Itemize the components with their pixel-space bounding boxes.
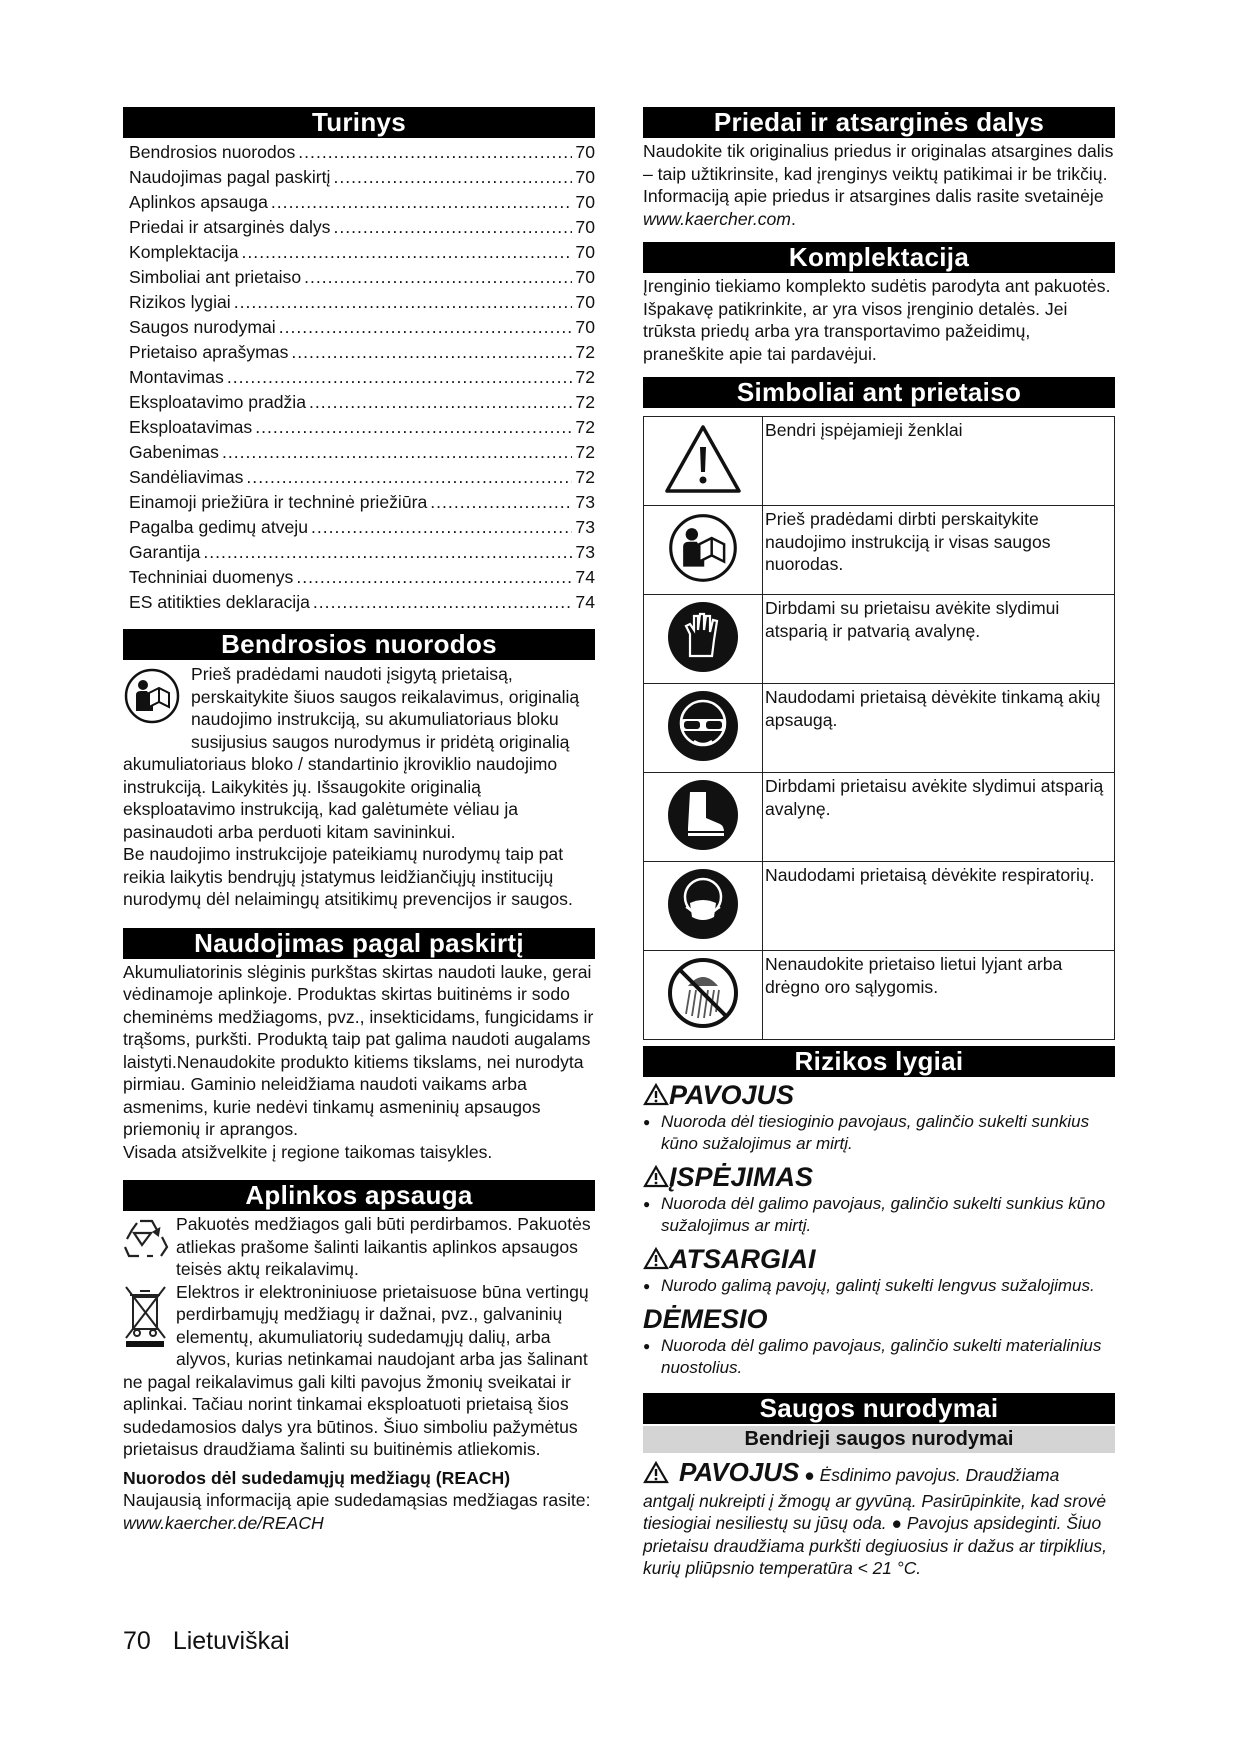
toc-entry[interactable] xyxy=(123,440,595,465)
reach-link[interactable]: www.kaercher.de/REACH xyxy=(123,1512,324,1533)
risk-level xyxy=(643,1079,1115,1155)
boots-icon xyxy=(666,839,740,856)
risk-level-label: ĮSPĖJIMAS xyxy=(669,1162,814,1192)
toc-entry-page: 72 xyxy=(575,342,595,362)
toc-leader xyxy=(222,440,572,465)
symbol-icon-cell xyxy=(644,684,763,773)
reach-text: Naujausią informaciją apie sudedamąsias medžiagas rasite: xyxy=(123,1490,591,1510)
toc-entry-page: 70 xyxy=(575,242,595,262)
toc-leader xyxy=(304,265,572,290)
symbol-row xyxy=(644,595,1115,684)
toc-entry-page: 70 xyxy=(575,317,595,337)
toc-entry-page: 73 xyxy=(575,517,595,537)
symbol-description: Prieš pradėdami dirbti perskaitykite naudojimo instrukciją ir visas saugos nuorodas. xyxy=(763,506,1115,595)
toc-entry-title: Saugos nurodymai xyxy=(129,317,276,337)
risk-level-heading xyxy=(643,1303,1115,1335)
toc-leader xyxy=(255,415,572,440)
gloves-icon xyxy=(666,661,740,678)
environment-paragraph-2-text: Elektros ir elektroniniuose prietaisuose būna vertingų perdirbamųjų medžiagų ir dažnai, pvz., galvaninių elementų, akumuliatorių sudedamųjų dalių, arba alyvos, kurias netinkamai naudojant arba jas šalinant ne pagal reikalavimus gali kilti pavojus žmonių sveikatai ir aplinkai. Tačiau norint tinkamai eksploatuoti prietaisą šios sudedamosios dalys yra būtinos. Šiuo simboliu pažymėtus prietaisus draudžiama šalinti su buitinėmis atliekomis. xyxy=(123,1281,589,1459)
toc-entry-page: 73 xyxy=(575,492,595,512)
risk-level-heading xyxy=(643,1161,1115,1193)
symbol-icon-cell xyxy=(644,951,763,1040)
toc-entry-page: 74 xyxy=(575,567,595,587)
toc-entry[interactable] xyxy=(123,515,595,540)
warning-triangle-icon xyxy=(643,1244,669,1274)
scope-title: Komplektacija xyxy=(643,242,1115,273)
toc-leader xyxy=(311,515,572,540)
toc-entry[interactable] xyxy=(123,165,595,190)
symbol-description: Naudodami prietaisą dėvėkite respiratorių. xyxy=(763,862,1115,951)
risk-level-label: DĖMESIO xyxy=(643,1304,768,1334)
toc-entry[interactable] xyxy=(123,565,595,590)
toc-entry-page: 70 xyxy=(575,192,595,212)
risk-level-text: ● Nuoroda dėl galimo pavojaus, galinčio sukelti sunkius kūno sužalojimus ar mirtį. xyxy=(643,1193,1115,1237)
scope-paragraph: Įrenginio tiekiamo komplekto sudėtis parodyta ant pakuotės. Išpakavę patikrinkite, ar yra visos įrenginio detalės. Jei trūksta priedų arba yra transportavimo pažeidimų, praneškite apie tai pardavėjui. xyxy=(643,276,1111,364)
symbol-row xyxy=(644,684,1115,773)
toc-entry-title: Einamoji priežiūra ir techninė priežiūra xyxy=(129,492,428,512)
accessories-text-end: . xyxy=(790,208,796,229)
right-column xyxy=(643,107,1115,1580)
risk-level-text: ● Nuoroda dėl tiesioginio pavojaus, galinčio sukelti sunkius kūno sužalojimus ar mirtį. xyxy=(643,1111,1115,1155)
recycle-icon xyxy=(123,1215,169,1268)
toc-entry[interactable] xyxy=(123,465,595,490)
symbol-row xyxy=(644,506,1115,595)
safety-title: Saugos nurodymai xyxy=(643,1393,1115,1424)
general-paragraph-2: Be naudojimo instrukcijoje pateikiamų nurodymų taip pat reikia laikytis bendrųjų įstatymus leidžiančiųjų institucijų nurodymų dėl nelaimingų atsitikimų prevencijos ir saugos. xyxy=(123,844,573,909)
footer-language: Lietuviškai xyxy=(172,1627,290,1655)
toc-leader xyxy=(298,140,572,165)
read-manual-icon xyxy=(123,667,181,730)
risk-level-label: PAVOJUS xyxy=(669,1080,795,1110)
toc-entry-title: Aplinkos apsauga xyxy=(129,192,268,212)
symbol-icon-cell xyxy=(644,862,763,951)
toc-entry-page: 70 xyxy=(575,292,595,312)
risk-levels xyxy=(643,1079,1115,1379)
safety-text-2: Pavojus apsideginti. Šiuo prietaisu draudžiama purkšti degiuosius ir dažus ar tirpiklius, kurių pliūpsnio temperatūra < 21 °C. xyxy=(643,1513,1107,1578)
general-paragraph-1: Prieš pradėdami naudoti įsigytą prietaisą, perskaitykite šiuos saugos reikalavimus, originalią naudojimo instrukciją, su akumuliatoriaus bloku susijusius saugos nurodymus ir pridėtą originalią akumuliatoriaus bloko / standartinio įkroviklio naudojimo instrukciją. Laikykitės jų. Išsaugokite originalią eksploatavimo instrukciją, kad galėtumėte vėliau ja pasinaudoti arba perduoti kitam savininkui. xyxy=(123,664,580,842)
toc-leader xyxy=(296,565,572,590)
toc-list xyxy=(123,140,595,615)
toc-entry-title: Eksploatavimo pradžia xyxy=(129,392,307,412)
toc-leader xyxy=(203,540,572,565)
toc-entry-title: Rizikos lygiai xyxy=(129,292,231,312)
toc-entry[interactable] xyxy=(123,390,595,415)
toc-entry[interactable] xyxy=(123,315,595,340)
toc-entry[interactable] xyxy=(123,215,595,240)
toc-leader xyxy=(227,365,573,390)
risk-level xyxy=(643,1303,1115,1379)
symbol-row xyxy=(644,951,1115,1040)
symbol-description: Dirbdami su prietaisu avėkite slydimui atsparią ir patvarią avalynę. xyxy=(763,595,1115,684)
toc-leader xyxy=(271,190,573,215)
safety-danger-label: PAVOJUS xyxy=(679,1457,800,1487)
reach-heading xyxy=(123,1467,595,1490)
toc-entry[interactable] xyxy=(123,540,595,565)
symbols-title: Simboliai ant prietaiso xyxy=(643,377,1115,408)
toc-entry-page: 72 xyxy=(575,442,595,462)
environment-title: Aplinkos apsauga xyxy=(123,1180,595,1211)
toc-entry-page: 70 xyxy=(575,142,595,162)
toc-entry[interactable] xyxy=(123,590,595,615)
toc-entry[interactable] xyxy=(123,490,595,515)
toc-entry-page: 70 xyxy=(575,167,595,187)
warning-triangle-icon xyxy=(663,482,743,499)
toc-entry-page: 74 xyxy=(575,592,595,612)
toc-entry-page: 72 xyxy=(575,417,595,437)
toc-entry[interactable] xyxy=(123,265,595,290)
toc-entry-title: Bendrosios nuorodos xyxy=(129,142,296,162)
symbol-row xyxy=(644,862,1115,951)
toc-entry-title: ES atitikties deklaracija xyxy=(129,592,310,612)
safety-subtitle: Bendrieji saugos nurodymai xyxy=(643,1426,1115,1453)
goggles-icon xyxy=(666,750,740,767)
environment-paragraph-2 xyxy=(123,1281,595,1461)
toc-leader xyxy=(430,490,572,515)
symbols-table xyxy=(643,416,1115,1040)
toc-leader xyxy=(242,240,573,265)
toc-entry-title: Sandėliavimas xyxy=(129,467,244,487)
accessories-paragraph-1: Naudokite tik originalius priedus ir originalas atsargines dalis – taip užtikrinsite, kad įrenginys veiktų patikimai ir be trikčių. xyxy=(643,141,1114,184)
risk-level-heading xyxy=(643,1079,1115,1111)
accessories-link[interactable]: www.kaercher.com xyxy=(643,208,791,229)
danger-triangle-icon xyxy=(643,1461,669,1490)
respirator-icon xyxy=(666,928,740,945)
toc-entry-title: Naudojimas pagal paskirtį xyxy=(129,167,331,187)
read-manual-icon xyxy=(667,571,739,588)
toc-entry[interactable] xyxy=(123,340,595,365)
no-rain-icon xyxy=(666,1017,740,1034)
risk-level-text: ● Nurodo galimą pavojų, galintį sukelti lengvus sužalojimus. xyxy=(643,1275,1115,1297)
toc-leader xyxy=(246,465,572,490)
reach-title: Nuorodos dėl sudedamųjų medžiagų (REACH) xyxy=(123,1467,511,1488)
toc-leader xyxy=(313,590,573,615)
risk-level xyxy=(643,1161,1115,1237)
toc-entry-page: 70 xyxy=(575,217,595,237)
toc-entry-title: Prietaiso aprašymas xyxy=(129,342,289,362)
risk-level-label: ATSARGIAI xyxy=(669,1244,816,1274)
toc-entry-title: Techniniai duomenys xyxy=(129,567,294,587)
weee-bin-icon xyxy=(123,1283,169,1354)
symbol-icon-cell xyxy=(644,595,763,684)
warning-triangle-icon xyxy=(643,1080,669,1110)
toc-entry-page: 73 xyxy=(575,542,595,562)
toc-entry[interactable] xyxy=(123,240,595,265)
toc-entry[interactable] xyxy=(123,140,595,165)
toc-entry[interactable] xyxy=(123,190,595,215)
reach-paragraph xyxy=(123,1489,595,1534)
page-footer xyxy=(123,1627,290,1656)
accessories-text: Informaciją apie priedus ir atsargines dalis rasite svetainėje xyxy=(643,186,1104,206)
symbol-row xyxy=(644,773,1115,862)
toc-entry-page: 70 xyxy=(575,267,595,287)
toc-leader xyxy=(333,215,572,240)
risk-level-text: ● Nuoroda dėl galimo pavojaus, galinčio sukelti materialinius nuostolius. xyxy=(643,1335,1115,1379)
accessories-paragraph-2 xyxy=(643,185,1115,230)
toc-entry-title: Garantija xyxy=(129,542,201,562)
toc-entry-title: Gabenimas xyxy=(129,442,219,462)
risk-level xyxy=(643,1243,1115,1297)
left-column xyxy=(123,107,595,1534)
toc-entry-page: 72 xyxy=(575,467,595,487)
toc-leader xyxy=(333,165,572,190)
safety-text-1: Ėsdinimo pavojus. Draudžiama antgalį nukreipti į žmogų ar gyvūną. Pasirūpinkite, kad srovė tiesiogiai nesiliestų su jūsų oda. xyxy=(643,1465,1107,1533)
toc-entry-page: 72 xyxy=(575,367,595,387)
symbol-description: Dirbdami prietaisu avėkite slydimui atsparią avalynę. xyxy=(763,773,1115,862)
toc-entry-title: Simboliai ant prietaiso xyxy=(129,267,302,287)
toc-entry[interactable] xyxy=(123,415,595,440)
toc-leader xyxy=(279,315,573,340)
symbol-description: Nenaudokite prietaiso lietui lyjant arba drėgno oro sąlygomis. xyxy=(763,951,1115,1040)
toc-entry-title: Komplektacija xyxy=(129,242,239,262)
symbol-icon-cell xyxy=(644,506,763,595)
symbol-description: Bendri įspėjamieji ženklai xyxy=(763,417,1115,506)
accessories-title: Priedai ir atsarginės dalys xyxy=(643,107,1115,138)
risk-level-heading xyxy=(643,1243,1115,1275)
symbol-icon-cell xyxy=(644,773,763,862)
intended-use-paragraph-1: Akumuliatorinis slėginis purkštas skirtas naudoti lauke, gerai vėdinamoje aplinkoje. Produktas skirtas buitinėms ir sodo cheminėms medžiagoms, pvz., insekticidams, fungicidams ir trąšoms, purkšti. Produktą taip pat galima naudoti augalams laistyti.Nenaudokite produkto kitiems tikslams, nei nurodyta pirmiau. Gaminio neleidžiama naudoti vaikams arba asmenims, kurie nedėvi tinkamų asmeninių apsaugos priemonių ir aprangos. xyxy=(123,961,594,1139)
intended-use-paragraph-2: Visada atsižvelkite į regione taikomas taisykles. xyxy=(123,1141,493,1162)
warning-triangle-icon xyxy=(643,1162,669,1192)
environment-paragraph-1: Pakuotės medžiagos gali būti perdirbamos. Pakuotės atliekas prašome šalinti laikantis aplinkos apsaugos teisės aktų reikalavimų. xyxy=(176,1214,591,1279)
intended-use-title: Naudojimas pagal paskirtį xyxy=(123,928,595,959)
toc-entry[interactable] xyxy=(123,290,595,315)
toc-entry[interactable] xyxy=(123,365,595,390)
toc-entry-title: Pagalba gedimų atveju xyxy=(129,517,308,537)
toc-entry-title: Priedai ir atsarginės dalys xyxy=(129,217,331,237)
symbol-row xyxy=(644,417,1115,506)
toc-title: Turinys xyxy=(123,107,595,138)
symbol-icon-cell xyxy=(644,417,763,506)
risk-title: Rizikos lygiai xyxy=(643,1046,1115,1077)
safety-danger-paragraph: PAVOJUS ● Ėsdinimo pavojus. Draudžiama antgalį nukreipti į žmogų ar gyvūną. Pasirūpinkite, kad srovė tiesiogiai nesiliestų su jūsų oda. ● Pavojus apsideginti. Šiuo prietaisu draudžiama purkšti degiuosius ir dažus ar tirpiklius, kurių pliūpsnio temperatūra < 21 °C. xyxy=(643,1457,1107,1578)
toc-entry-title: Montavimas xyxy=(129,367,224,387)
general-title: Bendrosios nuorodos xyxy=(123,629,595,660)
toc-leader xyxy=(291,340,572,365)
symbol-description: Naudodami prietaisą dėvėkite tinkamą akių apsaugą. xyxy=(763,684,1115,773)
toc-entry-page: 72 xyxy=(575,392,595,412)
toc-entry-title: Eksploatavimas xyxy=(129,417,253,437)
page-number: 70 xyxy=(123,1627,151,1655)
toc-leader xyxy=(309,390,572,415)
toc-leader xyxy=(234,290,573,315)
